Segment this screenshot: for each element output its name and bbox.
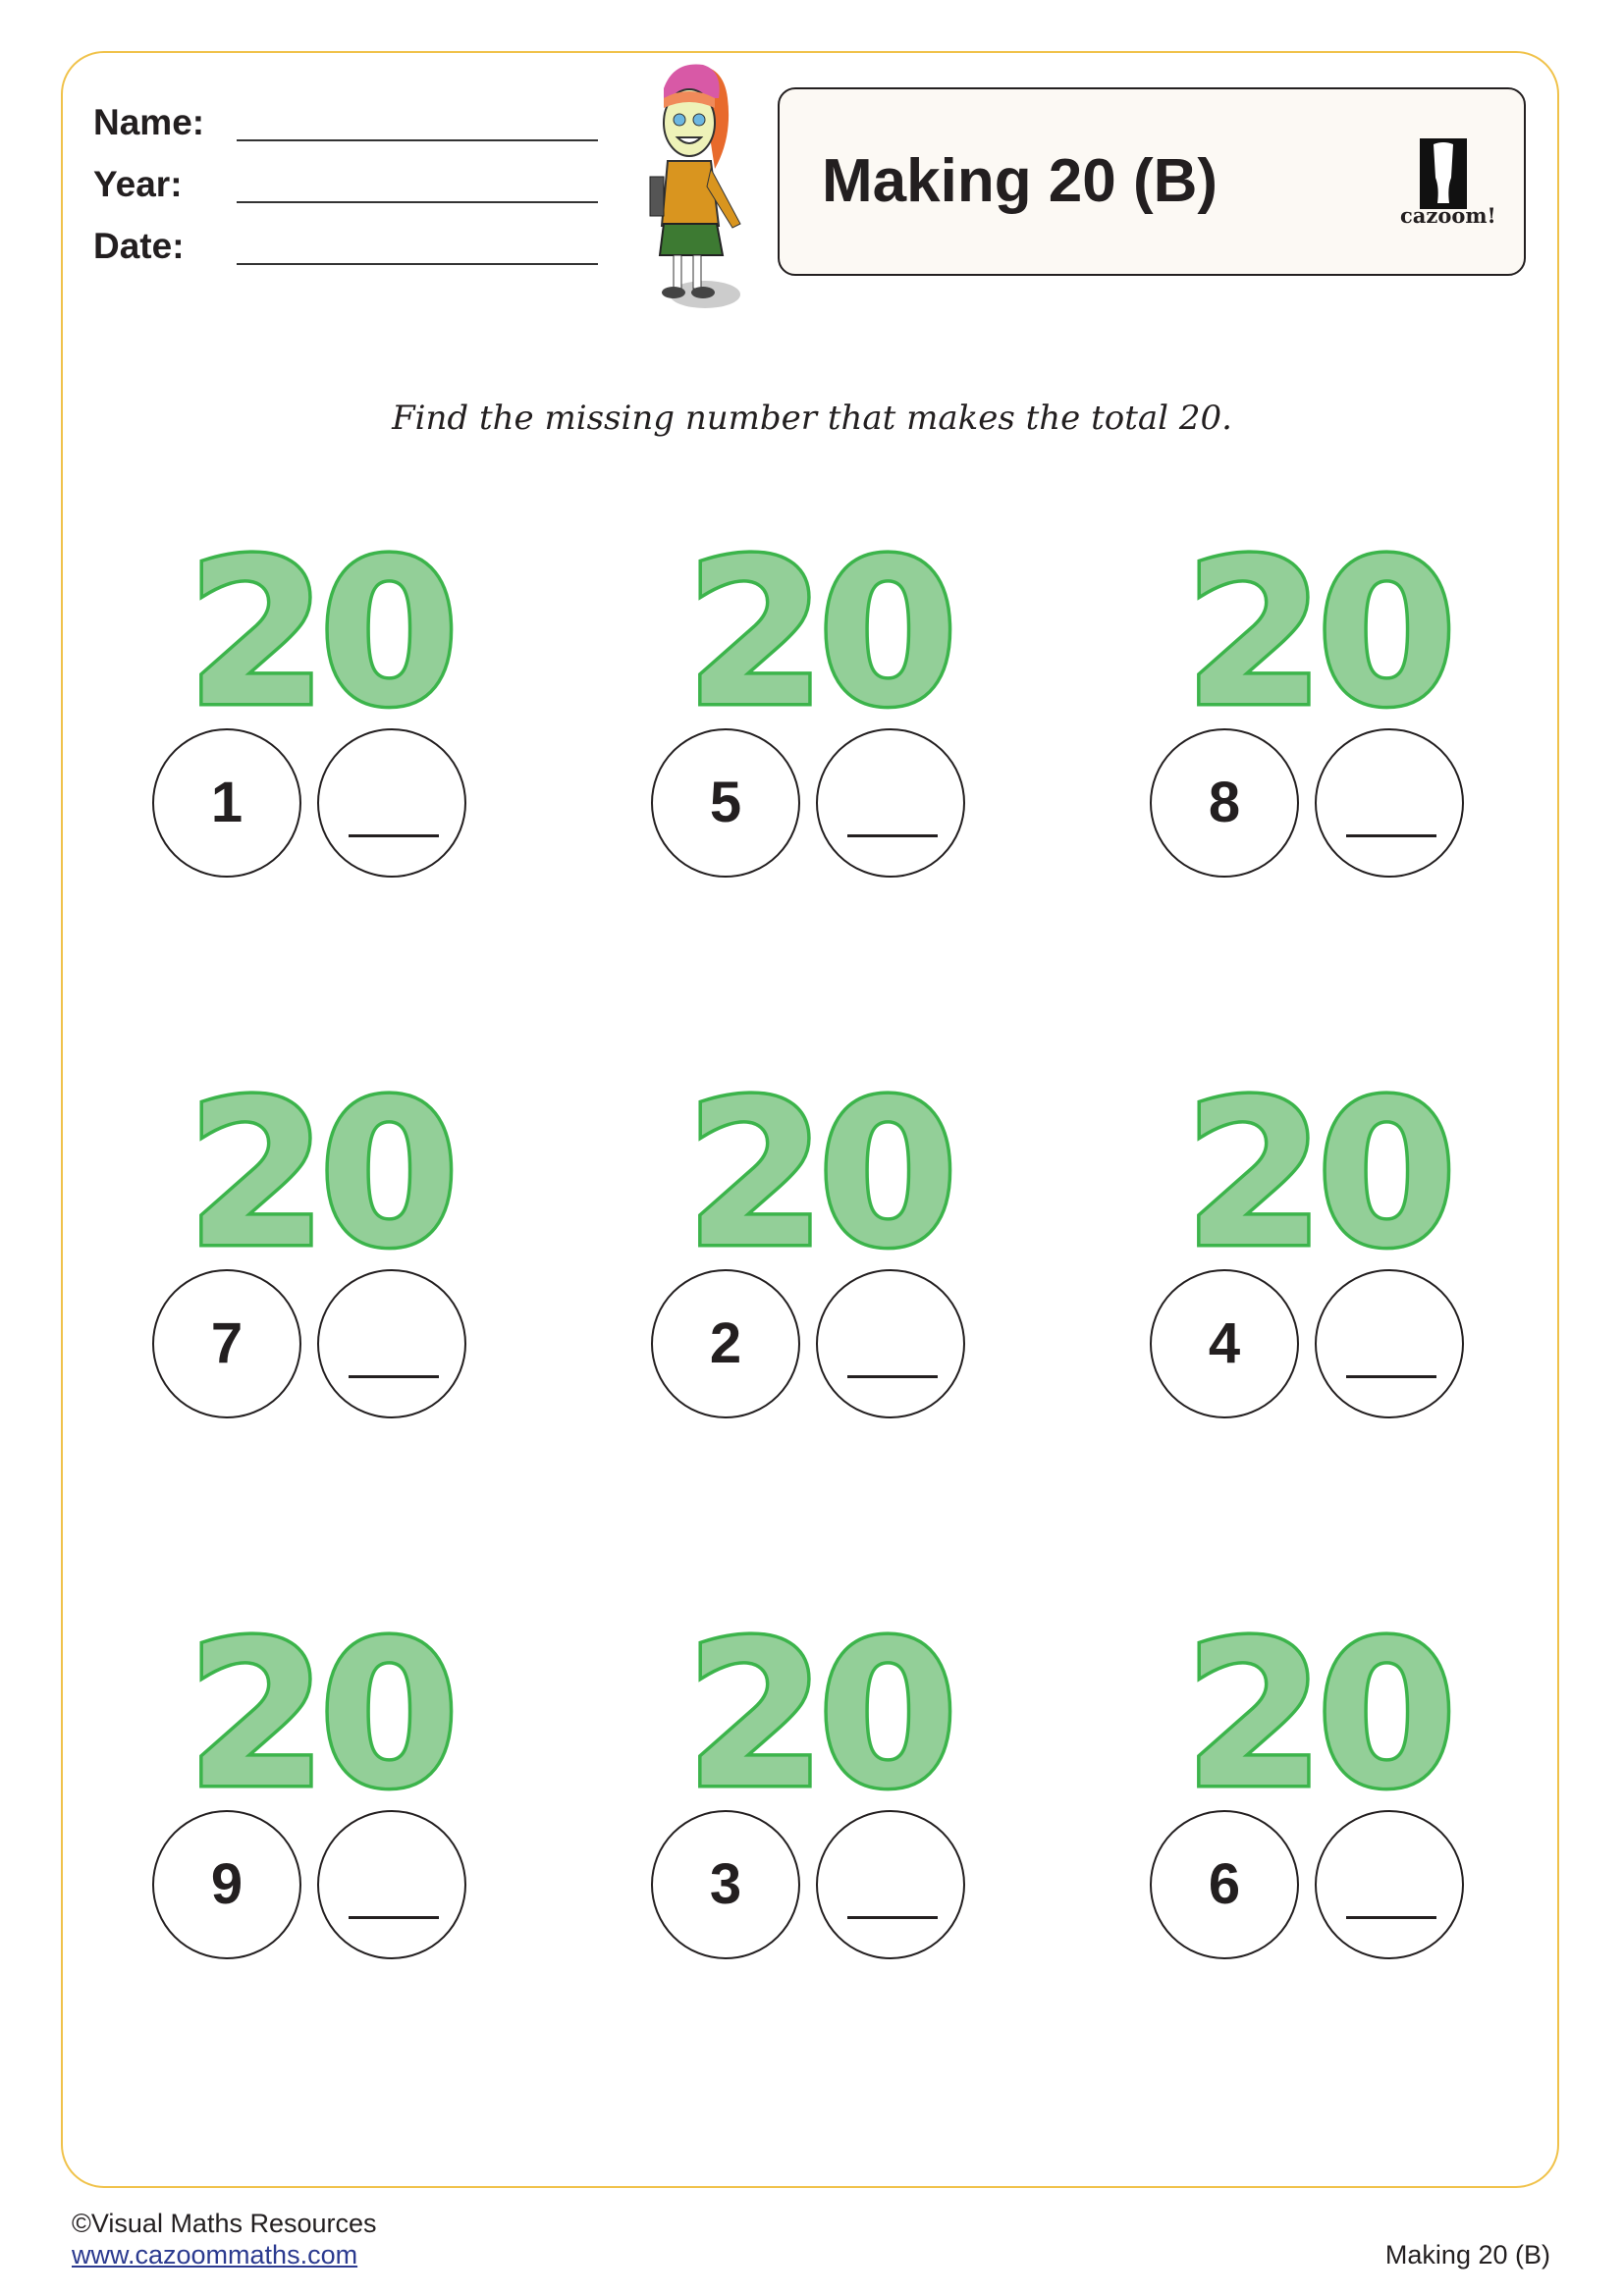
- page-title: Making 20 (B): [822, 147, 1218, 215]
- given-number: 1: [210, 771, 244, 834]
- footer-title: Making 20 (B): [1384, 2240, 1550, 2269]
- answer-circle[interactable]: [816, 1269, 965, 1418]
- given-number-circle: [651, 1269, 800, 1418]
- problem-4: [152, 1058, 486, 1493]
- given-number: 5: [709, 771, 742, 834]
- answer-circle[interactable]: [816, 728, 965, 878]
- total-number: 20: [685, 1599, 950, 1833]
- given-number: 9: [210, 1852, 244, 1916]
- given-number: 4: [1208, 1311, 1241, 1375]
- answer-blank[interactable]: [349, 1375, 439, 1378]
- given-number: 2: [709, 1311, 742, 1375]
- problem-7: [152, 1599, 486, 2034]
- answer-blank[interactable]: [1346, 1375, 1436, 1378]
- total-number: 20: [1184, 517, 1449, 751]
- girl-illustration: [624, 59, 758, 316]
- answer-blank[interactable]: [847, 1375, 938, 1378]
- title-box: [778, 87, 1526, 276]
- date-label: Date:: [93, 226, 185, 266]
- answer-blank[interactable]: [349, 1916, 439, 1919]
- total-number: 20: [187, 1058, 452, 1292]
- copyright: ©Visual Maths Resources: [72, 2209, 377, 2238]
- answer-circle[interactable]: [1315, 728, 1464, 878]
- problem-1: [152, 517, 486, 952]
- given-number-circle: [152, 728, 301, 878]
- given-number: 7: [210, 1311, 244, 1375]
- problem-6: [1150, 1058, 1484, 1493]
- answer-blank[interactable]: [847, 834, 938, 837]
- given-number-circle: [1150, 728, 1299, 878]
- problem-2: [651, 517, 985, 952]
- given-number: 6: [1208, 1852, 1241, 1916]
- website-link[interactable]: www.cazoommaths.com: [72, 2240, 358, 2269]
- answer-circle[interactable]: [816, 1810, 965, 1959]
- answer-circle[interactable]: [1315, 1810, 1464, 1959]
- answer-blank[interactable]: [847, 1916, 938, 1919]
- problem-3: [1150, 517, 1484, 952]
- given-number: 8: [1208, 771, 1241, 834]
- given-number-circle: [651, 728, 800, 878]
- answer-blank[interactable]: [349, 834, 439, 837]
- problem-8: [651, 1599, 985, 2034]
- total-number: 20: [1184, 1058, 1449, 1292]
- answer-blank[interactable]: [1346, 1916, 1436, 1919]
- answer-circle[interactable]: [317, 1269, 466, 1418]
- problem-9: [1150, 1599, 1484, 2034]
- total-number: 20: [187, 517, 452, 751]
- total-number: 20: [685, 1058, 950, 1292]
- answer-circle[interactable]: [317, 1810, 466, 1959]
- year-field[interactable]: [237, 201, 598, 203]
- total-number: 20: [187, 1599, 452, 1833]
- given-number-circle: [1150, 1269, 1299, 1418]
- date-field[interactable]: [237, 263, 598, 265]
- total-number: 20: [1184, 1599, 1449, 1833]
- problem-5: [651, 1058, 985, 1493]
- total-number: 20: [685, 517, 950, 751]
- answer-blank[interactable]: [1346, 834, 1436, 837]
- instruction: Find the missing number that makes the total 20.: [392, 399, 1232, 438]
- given-number-circle: [1150, 1810, 1299, 1959]
- given-number: 3: [709, 1852, 742, 1916]
- given-number-circle: [651, 1810, 800, 1959]
- answer-circle[interactable]: [1315, 1269, 1464, 1418]
- name-label: Name:: [93, 102, 205, 142]
- logo-text: cazoom!: [1400, 203, 1496, 228]
- year-label: Year:: [93, 164, 183, 204]
- answer-circle[interactable]: [317, 728, 466, 878]
- name-field[interactable]: [237, 139, 598, 141]
- given-number-circle: [152, 1269, 301, 1418]
- given-number-circle: [152, 1810, 301, 1959]
